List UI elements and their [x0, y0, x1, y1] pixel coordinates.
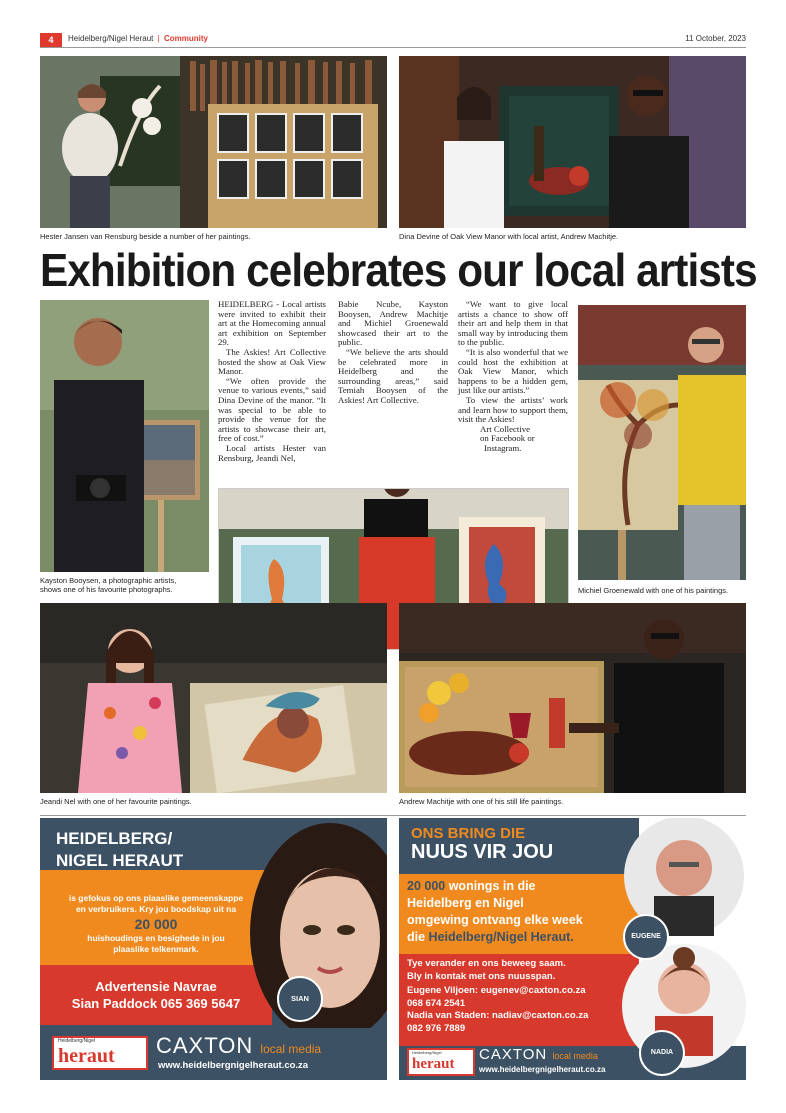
article-col1-para: HEIDELBERG - Local artists were invited to exhibit their art at the Homecoming annual art exhibition on September 29.	[218, 299, 326, 348]
article-col3-para: To view the artists’ work and learn how to support them, visit the Askies!	[458, 394, 568, 425]
ad-left-contact-line1: Advertensie Navrae	[95, 979, 217, 994]
ad-right-orange-line1	[407, 878, 583, 895]
ad-right-orange-line1-rest: wonings in die	[445, 879, 536, 893]
ad-right-local-media: local media	[552, 1051, 598, 1061]
caption-hester: Hester Jansen van Rensburg beside a number of her paintings.	[40, 232, 251, 241]
publication-name: Heidelberg/Nigel Heraut	[68, 34, 154, 43]
ad-left-body-line1: is gefokus op ons plaaslike gemeenskappe	[68, 893, 244, 903]
ad-right-contact1-name: Eugene Viljoen: eugenev@caxton.co.za	[407, 985, 586, 996]
photo-hester	[40, 56, 387, 228]
page-number: 4	[40, 33, 62, 47]
ad-left-body-line3: huishoudings en besighede in jou	[87, 933, 225, 943]
ad-right-orange-line4	[407, 929, 583, 946]
article-col-3	[458, 300, 568, 454]
ad-separator	[40, 815, 746, 816]
separator: |	[157, 34, 160, 43]
article-col-2	[338, 300, 448, 406]
photo-kayston	[40, 300, 209, 572]
issue-date: 11 October, 2023	[685, 34, 746, 43]
ad-right	[399, 818, 746, 1080]
ad-left-logo-box	[52, 1036, 148, 1070]
caption-kayston-line2: shows one of his favourite photographs.	[40, 585, 173, 594]
ad-right-orange-line2: Heidelberg en Nigel	[407, 896, 524, 910]
ad-left	[40, 818, 387, 1080]
photo-dina-illustration	[399, 56, 746, 228]
photo-jeandi-illustration	[40, 603, 387, 793]
ad-left-body-line4: plaaslike telkenmark.	[113, 944, 199, 954]
ad-left-caxton	[156, 1034, 321, 1061]
article-col3-para: on Facebook or	[480, 433, 535, 444]
caption-kayston	[40, 576, 176, 594]
ad-right-headline-line2: NUUS VIR JOU	[411, 841, 554, 863]
article-col3-para: Instagram.	[484, 442, 522, 453]
ad-right-headline	[411, 824, 553, 862]
ad-right-website[interactable]: www.heidelbergnigelheraut.co.za	[479, 1065, 606, 1074]
ad-right-contact2-name: Nadia van Staden: nadiav@caxton.co.za	[407, 1010, 589, 1021]
article-col2-para: Babie Ncube, Kayston Booysen, Andrew Machitje and Michiel Groenewald showcased their art to the public.	[338, 299, 448, 348]
ad-right-orange-line3: omgewing ontvang elke week	[407, 913, 583, 927]
caption-jeandi: Jeandi Nel with one of her favourite paintings.	[40, 797, 192, 806]
article-col2-para: “We believe the arts should be celebrated more in Heidelberg and the surrounding areas,” said Temiah Booysen of the Askies! Art Collective.	[338, 346, 448, 405]
ad-right-orange-line4-pre: die	[407, 930, 429, 944]
ad-right-number: 20 000	[407, 879, 446, 893]
article-col1-para: The Askies! Art Collective hosted the show at Oak View Manor.	[218, 346, 326, 377]
photo-andrew-illustration	[399, 603, 746, 793]
ad-right-caxton-name: CAXTON	[479, 1046, 548, 1063]
ad-right-red-line1: Tye verander en ons beweeg saam.	[407, 958, 566, 969]
article-col3-para: “It is also wonderful that we could host the exhibition at Oak View Manor, which happens to be a hidden gem, just like our artists.”	[458, 346, 568, 396]
ad-left-logo-text: heraut	[58, 1045, 115, 1067]
ad-left-person-label: SIAN	[277, 976, 323, 1022]
article-col1-para: “We often provide the venue to various events,” said Dina Devine of the manor. “It was special to be able to provide the venue for the artists to showcase their art, free of cost.”	[218, 375, 326, 444]
ad-left-contact	[40, 978, 272, 1012]
photo-kayston-illustration	[40, 300, 209, 572]
article-col3-para: “We want to give local artists a chance to show off their art and help them in that small way by introducing them to the public.	[458, 299, 568, 348]
ad-right-logo-small: Heidelberg/Nigel	[412, 1050, 442, 1055]
ad-left-body-line2: en verbruikers. Kry jou boodskap uit na	[75, 904, 237, 914]
ad-right-contact2-phone: 082 976 7889	[407, 1022, 466, 1034]
ad-right-label-eugene: EUGENE	[623, 914, 669, 960]
ad-left-contact-line2: Sian Paddock 065 369 5647	[71, 996, 241, 1011]
headline: Exhibition celebrates our local artists	[40, 244, 757, 296]
publication-line	[68, 34, 208, 43]
photo-michiel	[578, 305, 746, 580]
ad-left-website[interactable]: www.heidelbergnigelheraut.co.za	[158, 1060, 309, 1071]
ad-right-logo-text: heraut	[412, 1056, 455, 1072]
caption-andrew: Andrew Machitje with one of his still life paintings.	[399, 797, 564, 806]
caption-dina: Dina Devine of Oak View Manor with local artist, Andrew Machitje.	[399, 232, 619, 241]
photo-dina	[399, 56, 746, 228]
ad-left-body	[40, 893, 272, 955]
ad-right-red-text	[407, 958, 588, 1035]
ad-left-caxton-name: CAXTON	[156, 1033, 254, 1058]
ad-left-big-number: 20 000	[134, 916, 178, 932]
article-col-1	[218, 300, 326, 463]
section-name: Community	[163, 34, 208, 43]
ad-right-red-line2: Bly in kontak met ons nuusspan.	[407, 970, 556, 982]
article-col1-para: Local artists Hester van Rensburg, Jeandi Nel,	[218, 442, 326, 463]
caption-kayston-line1: Kayston Booysen, a photographic artists,	[40, 576, 177, 585]
photo-michiel-illustration	[578, 305, 746, 580]
article-col3-para: Art Collective	[480, 423, 531, 434]
ad-right-orange-line4-emph: Heidelberg/Nigel Heraut.	[428, 930, 574, 944]
header-rule	[40, 47, 746, 48]
photo-jeandi	[40, 603, 387, 793]
photo-andrew	[399, 603, 746, 793]
ad-right-orange-text	[407, 878, 583, 946]
photo-hester-illustration	[40, 56, 387, 228]
caption-michiel: Michiel Groenewald with one of his paintings.	[578, 586, 729, 595]
ad-right-headline-line1: ONS BRING DIE	[411, 825, 526, 842]
ad-left-title-line2: NIGEL HERAUT	[56, 851, 184, 870]
ad-left-local-media: local media	[260, 1042, 322, 1056]
ad-left-logo-small: Heidelberg/Nigel	[58, 1038, 95, 1044]
ad-right-logo-box	[407, 1048, 475, 1076]
ad-right-contact1-phone: 068 674 2541	[407, 997, 466, 1009]
ad-right-label-nadia: NADIA	[639, 1030, 685, 1076]
ad-right-caxton	[479, 1046, 598, 1065]
ad-left-title-line1: HEIDELBERG/	[56, 829, 173, 848]
ad-left-title	[56, 828, 183, 872]
